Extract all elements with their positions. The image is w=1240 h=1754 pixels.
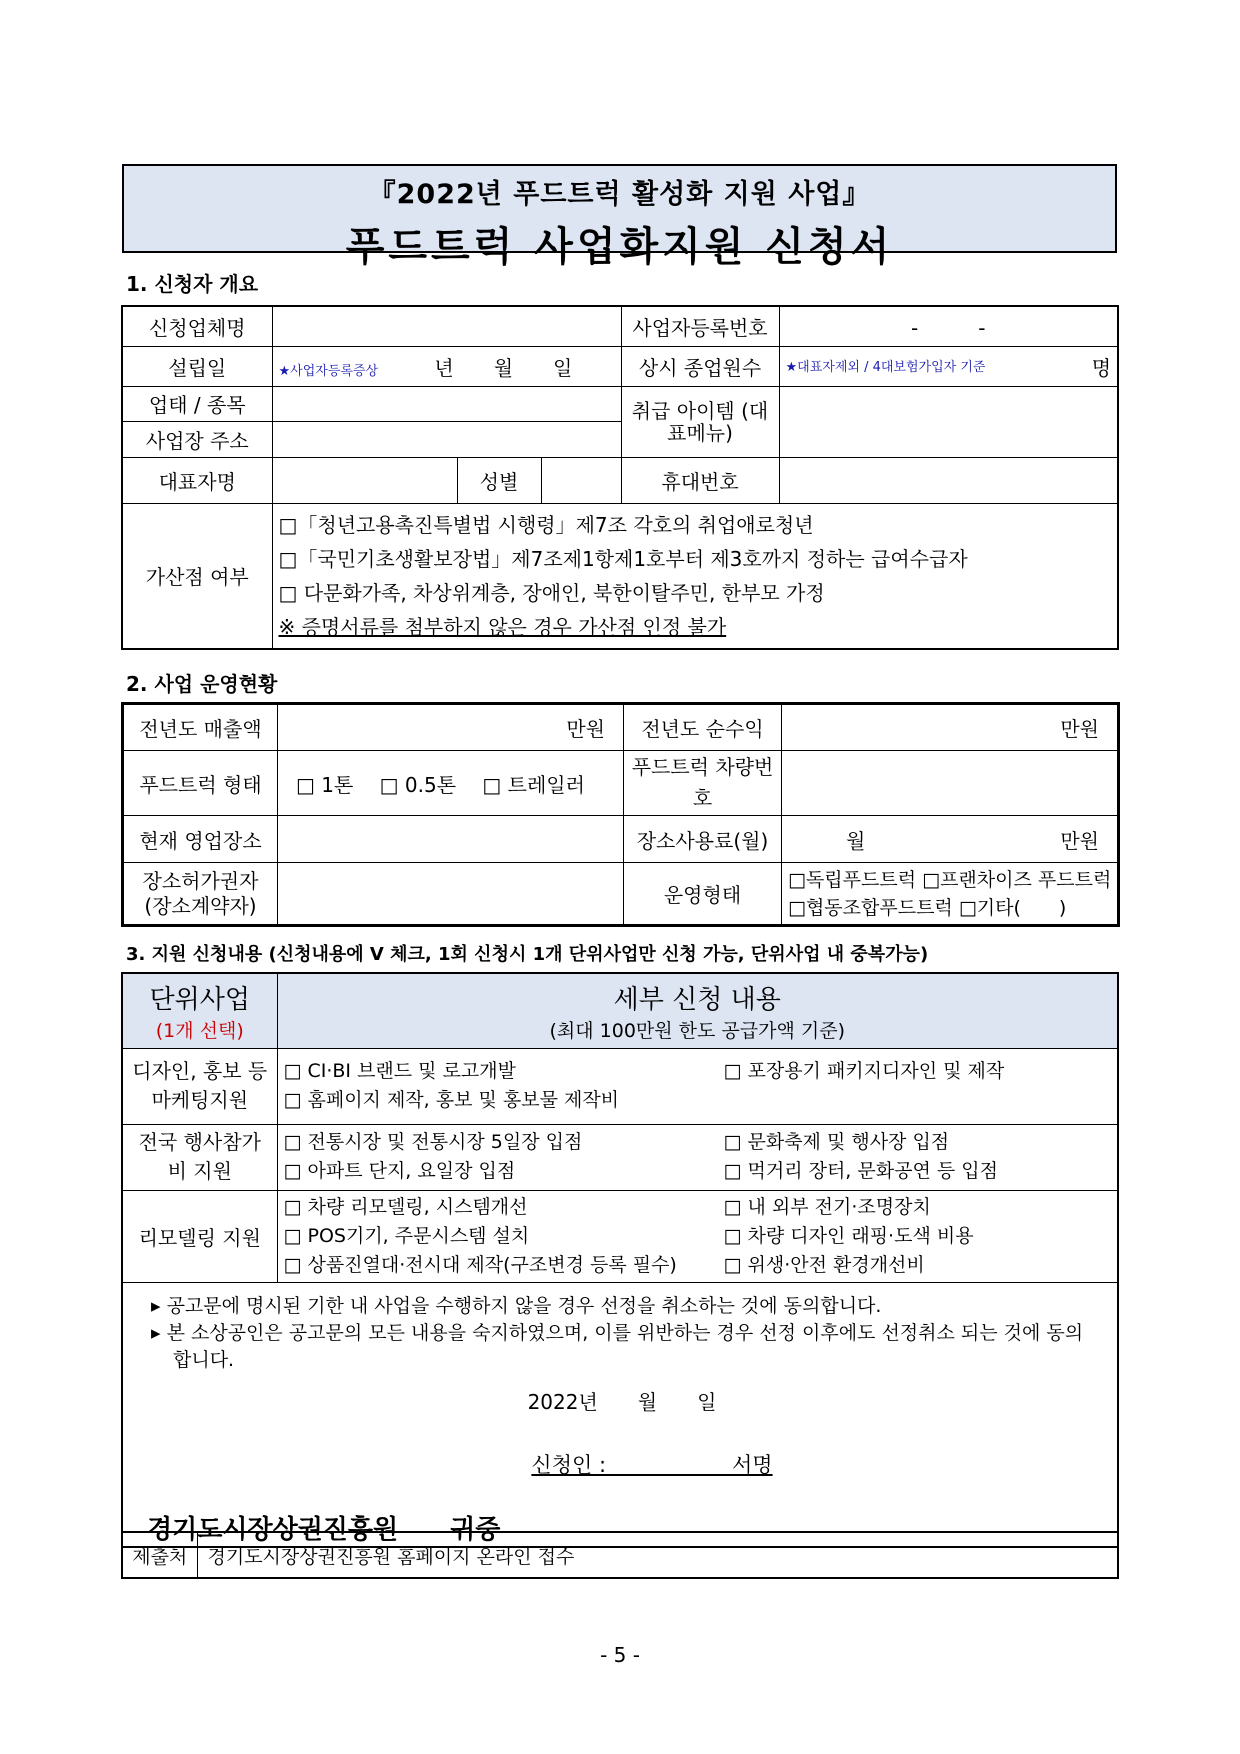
event-label: 전국 행사참가비 지원 (122, 1124, 277, 1190)
agreement-2: ▸ 본 소상공인은 공고문의 모든 내용을 숙지하였으며, 이를 위반하는 경우 선정 이후에도 선정취소 되는 것에 동의합니다. (151, 1321, 1084, 1371)
truck-type-label: 푸드트럭 형태 (123, 751, 278, 816)
submit-value: 경기도시장상권진흥원 홈페이지 온라인 접수 (197, 1532, 1118, 1578)
application-date[interactable]: 2022년 월 일 (527, 1389, 717, 1414)
option-packaging[interactable]: □ 포장용기 패키지디자인 및 제작 (723, 1060, 1005, 1082)
ceo-field[interactable] (272, 457, 457, 503)
operation-option-row1[interactable]: □독립푸드트럭 □프랜차이즈 푸드트럭 (788, 868, 1112, 891)
founding-label: 설립일 (122, 346, 272, 386)
bonus-checkbox-multicultural[interactable]: □ 다문화가족, 차상위계층, 장애인, 북한이탈주민, 한부모 가정 (278, 580, 825, 605)
truck-type-options[interactable]: □ 1톤 □ 0.5톤 □ 트레일러 (278, 751, 624, 816)
items-field[interactable] (779, 386, 1118, 457)
form-title-box (122, 164, 1117, 270)
option-pos[interactable]: □ POS기기, 주문시스템 설치 (283, 1224, 530, 1247)
employees-unit: 명 (1091, 355, 1112, 380)
gender-field[interactable] (541, 457, 621, 503)
page-number: - 5 - (600, 1643, 640, 1667)
event-options (277, 1124, 1118, 1190)
address-field[interactable] (272, 421, 621, 457)
location-field[interactable] (278, 816, 624, 863)
prev-sales-field[interactable] (278, 704, 624, 751)
founding-note: ★사업자등록증상 (278, 363, 379, 379)
form-subtitle: 『2022년 푸드트럭 활성화 지원 사업』 (368, 179, 871, 210)
prev-sales-unit: 만원 (566, 717, 605, 741)
bonus-options (272, 503, 1118, 649)
remodel-label: 리모델링 지원 (122, 1190, 277, 1282)
employees-field[interactable] (779, 346, 1118, 386)
recipient: 경기도시장상권진흥원 귀중 (147, 1514, 501, 1545)
items-label: 취급 아이템 (대표메뉴) (621, 386, 779, 457)
fee-label: 장소사용료(월) (624, 816, 782, 863)
operation-label: 운영형태 (624, 863, 782, 926)
form-title: 푸드트럭 사업화지원 신청서 (345, 224, 894, 270)
prev-profit-field[interactable] (782, 704, 1119, 751)
applicant-table (121, 305, 1119, 650)
operation-options (782, 863, 1119, 926)
option-wrapping[interactable]: □ 차량 디자인 래핑·도색 비용 (723, 1224, 974, 1247)
phone-label: 휴대번호 (621, 457, 779, 503)
option-food-market[interactable]: □ 먹거리 장터, 문화공연 등 입점 (723, 1160, 998, 1182)
biz-reg-no-field[interactable]: - - (779, 306, 1118, 346)
truck-no-label: 푸드트럭 차량번호 (624, 751, 782, 816)
bonus-label: 가산점 여부 (122, 503, 272, 649)
bonus-checkbox-welfare[interactable]: □「국민기초생활보장법」제7조제1항제1호부터 제3호까지 정하는 급여수급자 (278, 546, 968, 571)
fee-month: 월 (846, 828, 866, 853)
address-label: 사업장 주소 (122, 421, 272, 457)
prev-sales-label: 전년도 매출액 (123, 704, 278, 751)
company-name-label: 신청업체명 (122, 306, 272, 346)
founding-date: 년 월 일 (434, 355, 573, 380)
biz-reg-no-label: 사업자등록번호 (621, 306, 779, 346)
fee-unit: 만원 (1060, 828, 1099, 853)
ceo-label: 대표자명 (122, 457, 272, 503)
option-ci-bi[interactable]: □ CI·BI 브랜드 및 로고개발 (283, 1060, 516, 1082)
applicant-signature[interactable]: 신청인 : 서명 (531, 1452, 773, 1477)
truck-no-field[interactable] (782, 751, 1119, 816)
phone-field[interactable] (779, 457, 1118, 503)
permit-label: 장소허가권자 (장소계약자) (123, 863, 278, 926)
unit-header-title: 단위사업 (149, 984, 250, 1015)
permit-field[interactable] (278, 863, 624, 926)
section3-heading: 3. 지원 신청내용 (신청내용에 V 체크, 1회 신청시 1개 단위사업만 신청 가능, 단위사업 내 중복가능) (126, 944, 929, 965)
prev-profit-unit: 만원 (1060, 717, 1099, 741)
option-festival[interactable]: □ 문화축제 및 행사장 입점 (723, 1131, 950, 1153)
option-traditional-market[interactable]: □ 전통시장 및 전통시장 5일장 입점 (283, 1131, 583, 1153)
detail-header-sub: (최대 100만원 한도 공급가액 기준) (549, 1019, 845, 1042)
remodel-options (277, 1190, 1118, 1282)
business-type-field[interactable] (272, 386, 621, 421)
section1-heading: 1. 신청자 개요 (126, 272, 259, 296)
company-name-field[interactable] (272, 306, 621, 346)
founding-field[interactable] (272, 346, 621, 386)
application-table (121, 972, 1119, 1548)
prev-profit-label: 전년도 순수익 (624, 704, 782, 751)
operation-option-row2[interactable]: □협동조합푸드트럭 □기타( ) (788, 896, 1067, 919)
unit-header (122, 973, 277, 1048)
employees-label: 상시 종업원수 (621, 346, 779, 386)
business-type-label: 업태 / 종목 (122, 386, 272, 421)
bonus-checkbox-youth[interactable]: □「청년고용촉진특별법 시행령」제7조 각호의 취업애로청년 (278, 512, 814, 537)
marketing-label: 디자인, 홍보 등 마케팅지원 (122, 1048, 277, 1124)
detail-header-title: 세부 신청 내용 (613, 984, 781, 1015)
option-display[interactable]: □ 상품진열대·전시대 제작(구조변경 등록 필수) (283, 1253, 677, 1276)
marketing-options (277, 1048, 1118, 1124)
submission-table (121, 1531, 1119, 1579)
option-lighting[interactable]: □ 내 외부 전기·조명장치 (723, 1195, 931, 1218)
agreement-cell (122, 1282, 1118, 1547)
section2-heading: 2. 사업 운영현황 (126, 672, 278, 696)
gender-label: 성별 (457, 457, 541, 503)
detail-header (277, 973, 1118, 1048)
agreement-1: ▸ 공고문에 명시된 기한 내 사업을 수행하지 않을 경우 선정을 취소하는 것에 동의합니다. (151, 1294, 882, 1317)
option-homepage[interactable]: □ 홈페이지 제작, 홍보 및 홍보물 제작비 (283, 1089, 620, 1111)
option-apartment[interactable]: □ 아파트 단지, 요일장 입점 (283, 1160, 516, 1182)
location-label: 현재 영업장소 (123, 816, 278, 863)
unit-header-sub: (1개 선택) (155, 1019, 244, 1042)
submit-label: 제출처 (122, 1532, 197, 1578)
option-hygiene[interactable]: □ 위생·안전 환경개선비 (723, 1253, 925, 1276)
operation-table (121, 702, 1120, 927)
bonus-note: ※ 증명서류를 첨부하지 않은 경우 가산점 인정 불가 (278, 614, 727, 639)
fee-field[interactable] (782, 816, 1119, 863)
option-vehicle-remodel[interactable]: □ 차량 리모델링, 시스템개선 (283, 1195, 528, 1218)
employees-note: ★대표자제외 / 4대보험가입자 기준 (785, 359, 986, 375)
